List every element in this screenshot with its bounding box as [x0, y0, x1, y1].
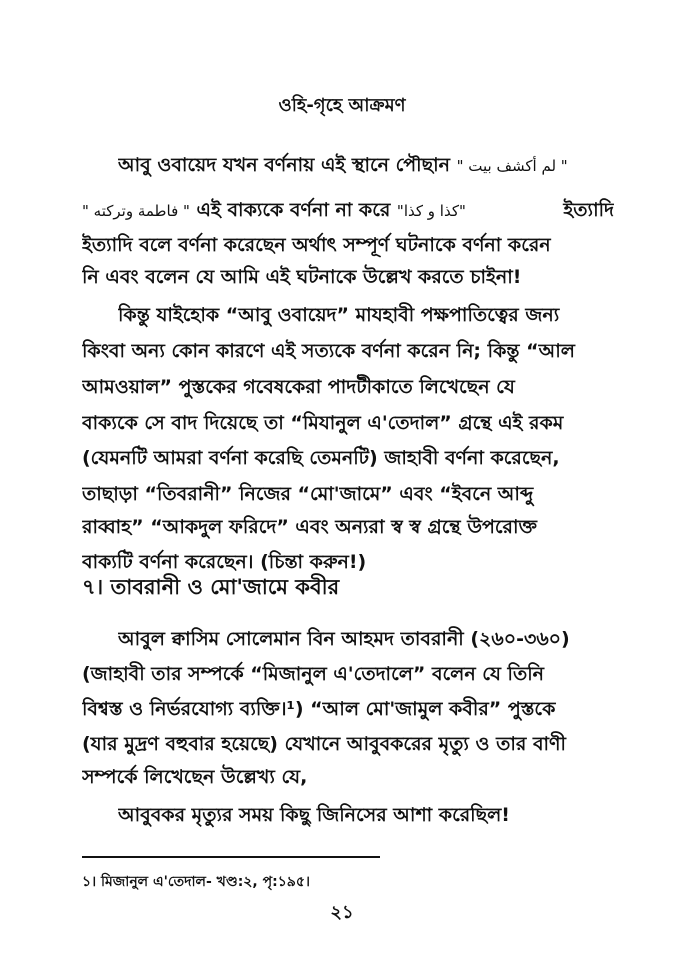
- paragraph-2-line-3: আমওয়াল” পুস্তকের গবেষকেরা পাদটীকাতে লিখেছেন যে: [82, 376, 515, 398]
- arabic-quote: "كذا و كذا": [396, 202, 466, 220]
- footnote-divider: [82, 856, 380, 858]
- paragraph-2-line-2: কিংবা অন্য কোন কারণে এই সত্যকে বর্ণনা করেন নি; কিন্তু “আল: [82, 340, 575, 362]
- arabic-quote: " لم أكشف بيت ": [456, 157, 568, 175]
- running-header: ওহি-গৃহে আক্রমণ: [278, 95, 406, 116]
- paragraph-2-line-5: (যেমনটি আমরা বর্ণনা করেছি তেমনটি) জাহাবী বর্ণনা করেছেন,: [82, 447, 560, 469]
- paragraph-3-line-2: (জাহাবী তার সম্পর্কে “মিজানুল এ'তেদালে” বলেন যে তিনি: [82, 663, 545, 685]
- paragraph-3-line-1: আবুল ক্বাসিম সোলেমান বিন আহমদ তাবরানী (২৬০-৩৬০): [118, 628, 570, 650]
- paragraph-1-line-2: [82, 195, 614, 226]
- paragraph-3-line-5: সম্পর্কে লিখেছেন উল্লেখ্য যে,: [82, 766, 308, 788]
- paragraph-2-line-6: তাছাড়া “তিবরানী” নিজের “মো'জামে” এবং “ইবনে আব্দু: [82, 483, 534, 505]
- bengali-text: ইত্যাদি: [563, 199, 614, 221]
- paragraph-3-line-4: (যার মুদ্রণ বহুবার হয়েছে) যেখানে আবুবকরের মৃত্যু ও তার বাণী: [82, 733, 566, 755]
- footnote: ১। মিজানুল এ'তেদাল- খণ্ড:২, পৃ:১৯৫।: [82, 874, 310, 890]
- page-number: ২১: [330, 902, 354, 923]
- paragraph-2-line-4: বাক্যকে সে বাদ দিয়েছে তা “মিযানুল এ'তেদাল” গ্রন্থে এই রকম: [82, 412, 564, 434]
- bengali-text: আবু ওবায়েদ যখন বর্ণনায় এই স্থানে পৌছান: [118, 154, 450, 176]
- bengali-text: এই বাক্যকে বর্ণনা না করে: [196, 199, 391, 221]
- paragraph-1-line-3: ইত্যাদি বলে বর্ণনা করেছেন অর্থাৎ সম্পূর্ণ ঘটনাকে বর্ণনা করেন: [82, 234, 551, 256]
- paragraph-3-line-3: বিশ্বস্ত ও নির্ভরযোগ্য ব্যক্তি।¹) “আল মো'জামুল কবীর” পুস্তকে: [82, 698, 556, 720]
- paragraph-2-line-8: বাক্যটি বর্ণনা করেছেন। (চিন্তা করুন!): [82, 551, 367, 573]
- paragraph-1-line-4: নি এবং বলেন যে আমি এই ঘটনাকে উল্লেখ করতে চাইনা!: [82, 266, 522, 288]
- arabic-quote: " فاطمة وتركته ": [82, 202, 190, 220]
- paragraph-4-line-1: আবুবকর মৃত্যুর সময় কিছু জিনিসের আশা করেছিল!: [118, 804, 510, 826]
- paragraph-2-line-7: রাব্বাহ” “আকদুল ফরিদে” এবং অন্যরা স্ব স্ব গ্রন্থে উপরোক্ত: [82, 516, 537, 538]
- paragraph-1-line-1: [118, 150, 614, 181]
- paragraph-2-line-1: কিন্তু যাইহোক “আবু ওবায়েদ” মাযহাবী পক্ষপাতিত্বের জন্য: [118, 304, 560, 326]
- section-heading: ৭। তাবরানী ও মো'জামে কবীর: [82, 575, 340, 599]
